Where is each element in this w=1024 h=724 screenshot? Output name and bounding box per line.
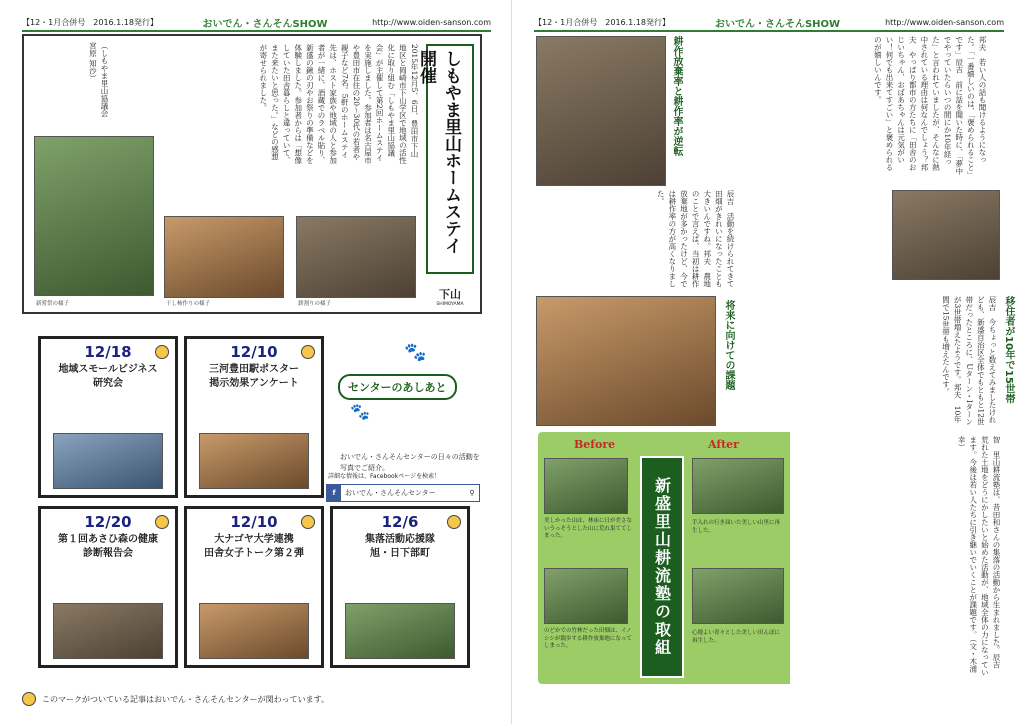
facebook-hint: 詳細な情報は、Facebookページを検索！ [328,473,441,480]
issue-label: 【12・1月合併号 2016.1.18発行】 [534,17,670,27]
site-url[interactable]: http://www.oiden-sanson.com [372,17,491,27]
card-title: 大ナゴヤ大学連携 田舎女子トーク第２弾 [204,534,304,559]
sanson-mark-icon [155,515,169,529]
left-header [22,14,491,32]
card-title: 第１回あさひ森の健康 診断報告会 [58,534,158,559]
photo-interviewee-1 [536,36,666,186]
interview-col-4: 智 里山耕流塾は、昔田和さんの集落の活動から生まれました。辰吉 荒れた土地をどうにかしたいと始めた活動が、地域全体の力になっています。今後は若い人たちに引き継いでいくことが課題です。（文・木浦幸） [957,436,1001,676]
footer-text: このマークがついている記事はおいでん・さんそんセンターが関わっています。 [42,694,329,704]
footer-note [22,692,329,706]
card-date: 12/10 [230,513,278,531]
photo-before-1 [544,458,628,514]
caption-2: 干し柿作りの様子 [166,301,211,307]
card-photo [53,433,163,489]
site-url[interactable]: http://www.oiden-sanson.com [885,17,1004,27]
heading-future: 将来に向けての課題 [723,300,734,390]
caption-before-1: 美しかった山は、林床に日が差さないうっそうとした山に荒れ果ててしまった。 [544,518,633,540]
interview-col-1: 邦夫 若い人の話も聞けるようになった。「一番嬉しいのは、「褒められること」です」辰吉 前に話を聞いた時に、「夢中でやっていたらいつの間にか10年経った」と言われていましたが、そんなに熱中されている理由は何なんでしょう？邦夫 やっぱり都市の方たちに「田舎のおじいちゃん、おばあちゃんは元気がいい！何でも出来てすごい」と褒められるのが嬉しいんです。 [873,36,987,175]
photo-before-2 [544,568,628,624]
site-logo: おいでん・さんそんSHOW [714,18,841,30]
card-title: 三河豊田駅ポスター 掲示効果アンケート [209,364,299,389]
sanson-mark-icon [301,515,315,529]
card-title: 集落活動応援隊 旭・日下部町 [365,534,435,559]
sanson-mark-icon [447,515,461,529]
homestay-title: しもやま里山ホームステイ開催 [426,44,474,274]
card-photo [53,603,163,659]
interview-col-3: 辰吉 今ちょっと数えてみましたけれども、新盛自治区全体でもともと12世帯だったところに、Uターン・Iターンが3世帯増えたようです。邦夫 10年間で15世帯も増えたんです。 [941,296,997,426]
photo-hoshigaki [164,216,284,298]
heading-migrants: 移住者が10年で15世帯 [1003,296,1014,404]
homestay-body: 2015年12月5、6日、豊田市下山地区と岡崎市下山学区で地域の活性化に取り組む「しもやま里山協議会」が主催して第2回ホームステイを実施しました。参加者は名古屋市や豊田市在住の20〜30代の若者や親子など7名。5軒のホームステイ先は、ホスト家族や地域の人と参加者が一緒に、酒蔵でのラベル貼り、新盛の鍬の刃やお祭りの準備などを体験しました。参加者からは「想像していた田舎暮らしと違っていて、また来たいと思った。」などの感想が寄せられました。 [258,44,419,164]
right-header [534,14,1004,32]
caption-3: 薪割りの様子 [298,301,332,307]
card-photo [345,603,455,659]
caption-after-2: 心地よい青々とした美しい田んぼに再生した。 [692,630,781,644]
homestay-author: （しもやま里山協議会 宮原 知沙） [88,42,109,117]
card-1[interactable] [38,336,178,498]
place-name: 下山 [439,288,461,301]
after-label: After [708,438,739,451]
card-date: 12/20 [84,513,132,531]
site-logo: おいでん・さんそんSHOW [202,18,328,30]
facebook-icon: f [327,485,341,501]
photo-after-1 [692,458,784,514]
sanson-mark-icon [301,345,315,359]
caption-1: 新嘗祭の様子 [36,301,70,307]
after-box [690,432,790,684]
photo-interviewee-3 [536,296,716,426]
homestay-article [22,34,482,314]
paw-print-icon: 🐾 [404,342,427,363]
before-label: Before [574,438,616,451]
card-title: 地域スモールビジネス 研究会 [58,364,158,389]
facebook-search-box[interactable] [326,484,480,502]
photo-niinamesai [34,136,154,296]
issue-label: 【12・1月合併号 2016.1.18発行】 [22,17,158,27]
card-5[interactable] [330,506,470,668]
card-2[interactable] [184,336,324,498]
sanson-mark-icon [22,692,36,706]
card-3[interactable] [38,506,178,668]
card-photo [199,603,309,659]
paw-print-icon: 🐾 [350,402,370,421]
card-date: 12/18 [84,343,132,361]
caption-after-1: 手入れの行き届いた美しい山里に再生した。 [692,520,781,534]
photo-interviewee-2 [892,190,1000,280]
caption-before-2: のどかでの竹林だった田畑は、イノシシが闊歩する耕作放棄地になってしまった。 [544,628,632,650]
card-date: 12/6 [381,513,419,531]
photo-makiwari [296,216,416,298]
heading-farmland: 耕作放棄率と耕作率が逆転 [671,36,682,156]
card-date: 12/10 [230,343,278,361]
sanson-mark-icon [155,345,169,359]
card-photo [199,433,309,489]
photo-after-2 [692,568,784,624]
interview-col-2: 辰吉 活動を続けられてきて田畑がきれいになったことも大きいんですね。邦夫 農地のことで言えば、当初は耕作放棄地が多かったけど、今では耕作率の方が高くなりました。 [656,190,735,288]
search-icon[interactable]: ⚲ [469,489,475,497]
footprints-title: センターのあしあと [338,374,457,400]
shinmori-title-banner: 新盛里山耕流塾の取組 [640,456,684,678]
facebook-search-label: おいでん・さんそんセンター [345,489,436,497]
place-name-en: SHIMOYAMA [436,302,464,307]
card-4[interactable] [184,506,324,668]
place-tag [428,286,472,307]
footprints-desc: おいでん・さんそんセンターの日々の活動を写真でご紹介。 [340,453,480,472]
